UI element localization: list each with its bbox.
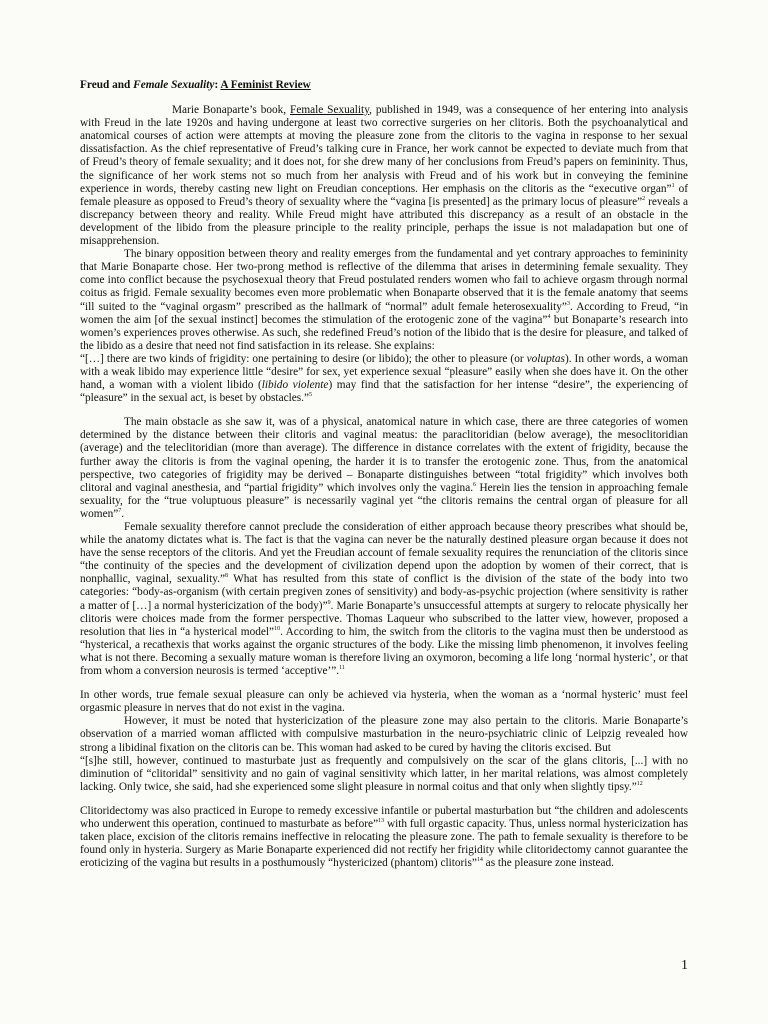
p3-text-a: The main obstacle as she saw it, was of a physical, anatomical nature in which case, there are three categories of women determined by the distance between their clitoris and vaginal meatus: the paraclitoridian (below average), the mesoclitoridian (average) and the teleclitoridian (more than average). The difference in distance correlates with the extent of frigidity, because the further away the clitoris is from the vaginal opening, the harder it is to transfer the erotogenic zone. Thus, from the anatomical perspective, two categories of frigidity may be derived – Bonaparte distinguishes between “total frigidity” which involves both clitoral and vaginal anesthesia, and “partial frigidity” which involves only the vagina.: [80, 416, 688, 494]
p2-text-c: but Bonaparte’s research into women’s experiences proves otherwise. As such, she redefined Freud’s notion of the libido that is the desire for pleasure, and talked of the libido as a desire that need not find satisfaction in its release. She explains:: [80, 313, 688, 352]
paragraph-5: In other words, true female sexual pleasure can only be achieved via hysteria, when the woman as a ‘normal hysteric’ must feel orgasmic pleasure in nerves that do not exist in the vagina.: [80, 689, 688, 715]
title-part-2: Female Sexuality: [133, 79, 215, 91]
p4-text-c: . Marie Bonaparte’s unsuccessful attempts at surgery to relocate physically her clitoris were choices made from the former perspective. Thomas Laqueur who subscribed to the latter view, however, proposed a resolution that lies in “a hysterical model”: [80, 599, 688, 638]
q1-italic-libido-violente: libido violente: [261, 379, 329, 392]
quote-1: [80, 353, 688, 405]
q1-text-e: ) may find that the satisfaction for her intense “desire”, the experiencing of “pleasure” in the sexual act, is beset by obstacles.”: [80, 379, 688, 405]
footnote-14: 14: [476, 857, 483, 864]
paragraph-7: [80, 805, 688, 870]
paragraph-3: [80, 416, 688, 521]
footnote-11: 11: [339, 665, 345, 672]
p1-text-a: Marie Bonaparte’s book,: [172, 104, 291, 117]
paragraph-6: However, it must be noted that hystericization of the pleasure zone may also pertain to the clitoris. Marie Bonaparte’s observation of a married woman afflicted with compulsive masturbation in the neuro-psychiatric clinic of Leipzig revealed how strong a libidinal fixation on the clitoris can be. This woman had asked to be cured by having the clitoris excised. But: [80, 715, 688, 754]
p4-text-a: Female sexuality therefore cannot preclude the consideration of either approach because theory prescribes what should be, while the anatomy dictates what is. The fact is that the vagina can never be the naturally destined pleasure organ because it does not have the sense receptors of the clitoris. And yet the Freudian account of female sexuality requires the renunciation of the clitoris since “the continuity of the species and the development of civilization depend upon the adoption by women of their correct, that is nonphallic, vaginal, sexuality.”: [80, 521, 688, 586]
q1-text-a: “[…] there are two kinds of frigidity: one pertaining to desire (or libido); the other to pleasure (or: [80, 352, 527, 365]
p1-text-e: reveals a discrepancy between theory and reality. While Freud might have attributed this discrepancy as a result of an obstacle in the development of the libido from the pleasure principle to the reality principle, perhaps the issue is not maladapation but one of misapprehension.: [80, 195, 688, 248]
p3-text-b: Herein lies the tension in approaching female sexuality, for the “true voluptuous pleasure” is necessarily vaginal yet “the clitoris remains the central organ of pleasure for all women”: [80, 481, 688, 520]
title-part-4: A Feminist Review: [220, 79, 311, 91]
footnote-13: 13: [378, 818, 385, 825]
p7-text-c: as the pleasure zone instead.: [482, 857, 614, 870]
title-part-3: :: [214, 79, 221, 91]
footnote-7: 7: [118, 508, 122, 515]
page-number: 1: [681, 958, 688, 973]
title-part-1: Freud and: [80, 79, 134, 91]
paragraph-4: [80, 521, 688, 678]
p7-text-b: with full orgastic capacity. Thus, unless normal hystericization has taken place, excision of the clitoris remains ineffective in relocating the pleasure zone. The path to female sexuality is therefore to be found only in hysteria. Surgery as Marie Bonaparte experienced did not rectify her frigidity while clitoridectomy cannot guarantee the eroticizing of the vagina but results in a posthumously “hystericized (phantom) clitoris”: [80, 817, 688, 870]
footnote-5: 5: [309, 392, 312, 399]
footnote-10: 10: [274, 625, 281, 632]
q1-text-c: ). In other words, a woman with a weak libido may experience little “desire” for sex, yet experience sexual “pleasure” easily when she does have it. On the other hand, a woman with a violent libido (: [80, 352, 688, 392]
quote-2: [80, 755, 688, 794]
p3-text-c: .: [121, 507, 125, 520]
p2-text-b: . According to Freud, “in women the aim [of the sexual instinct] becomes the stimulation of the erotogenic zone of the vagina”: [80, 300, 688, 326]
document-title: [80, 79, 688, 92]
footnote-8: 8: [225, 573, 229, 580]
footnote-12: 12: [636, 781, 643, 788]
footnote-9: 9: [327, 599, 331, 606]
footnote-2: 2: [642, 195, 646, 202]
paragraph-2: [80, 248, 688, 353]
p4-text-b: What has resulted from this state of conflict is the division of the state of the body into two categories: “body-as-organism (with certain pregiven zones of sensitivity) and body-as-psychic projection (where sensitivity is rather a matter of […] a normal hystericization of the body)”: [80, 573, 689, 612]
paragraph-1: [80, 104, 688, 248]
footnote-3: 3: [566, 300, 570, 307]
q1-italic-voluptas: voluptas: [526, 352, 565, 365]
p1-book-title: Female Sexuality: [290, 104, 370, 117]
q2-text-a: “[s]he still, however, continued to masturbate just as frequently and compulsively on the scar of the glans clitoris, [...] with no diminution of “clitoridal” sensitivity and no gain of vaginal sensitivity which latter, in her marital relations, was almost completely lacking. Only twice, she said, had she experienced some slight pleasure in normal coitus and that only when slightly tipsy.”: [80, 754, 688, 793]
p2-text-a: The binary opposition between theory and reality emerges from the fundamental and yet contrary approaches to femininity that Marie Bonaparte chose. Her two-prong method is reflective of the dilemma that arises in determining female sexuality. They come into conflict because the psychosexual theory that Freud postulated renders women who fail to achieve orgasm through normal coitus as frigid. Female sexuality becomes even more problematic when Bonaparte observed that it is the female anatomy that seems “ill suited to the “vaginal orgasm” prescribed as the hallmark of “normal” adult female heterosexuality”: [80, 248, 688, 313]
p7-text-a: Clitoridectomy was also practiced in Europe to remedy excessive infantile or pubertal masturbation but “the children and adolescents who underwent this operation, continued to masturbate as before”: [80, 804, 688, 830]
footnote-1: 1: [671, 182, 675, 189]
footnote-6: 6: [473, 481, 477, 488]
footnote-4: 4: [547, 313, 551, 320]
p1-text-d: of female pleasure as opposed to Freud’s theory of sexuality where the “vagina [is presented] as the primary locus of pleasure”: [80, 182, 688, 208]
p4-text-d: . According to him, the switch from the clitoris to the vagina must then be understood as “hysterical, a recathexis that works against the organic structures of the body. Like the missing limb phenomenon, it involves feeling what is not there. Becoming a sexually mature woman is therefore living an oxymoron, becoming a life long ‘normal hysteric’, or that from whom a conversion neurosis is termed ‘acceptive’”.: [80, 625, 688, 678]
p1-text-c: , published in 1949, was a consequence of her entering into analysis with Freud in the late 1920s and having undergone at least two corrective surgeries on her clitoris. Both the psychoanalytical and anatomical courses of action were attempts at moving the pleasure zone from the clitoris to the vagina in response to her sexual dissatisfaction. As the chief representative of Freud’s talking cure in France, her work cannot be expected to deviate much from that of Freud’s theory of female sexuality; and it does not, for she drew many of her conclusions from Freud’s papers on femininity. Thus, the significance of her work stems not so much from her analysis with Freud and of his work but in conveying the feminine experience in words, thereby casting new light on Freudian conceptions. Her emphasis on the clitoris as the “executive organ”: [80, 104, 689, 195]
